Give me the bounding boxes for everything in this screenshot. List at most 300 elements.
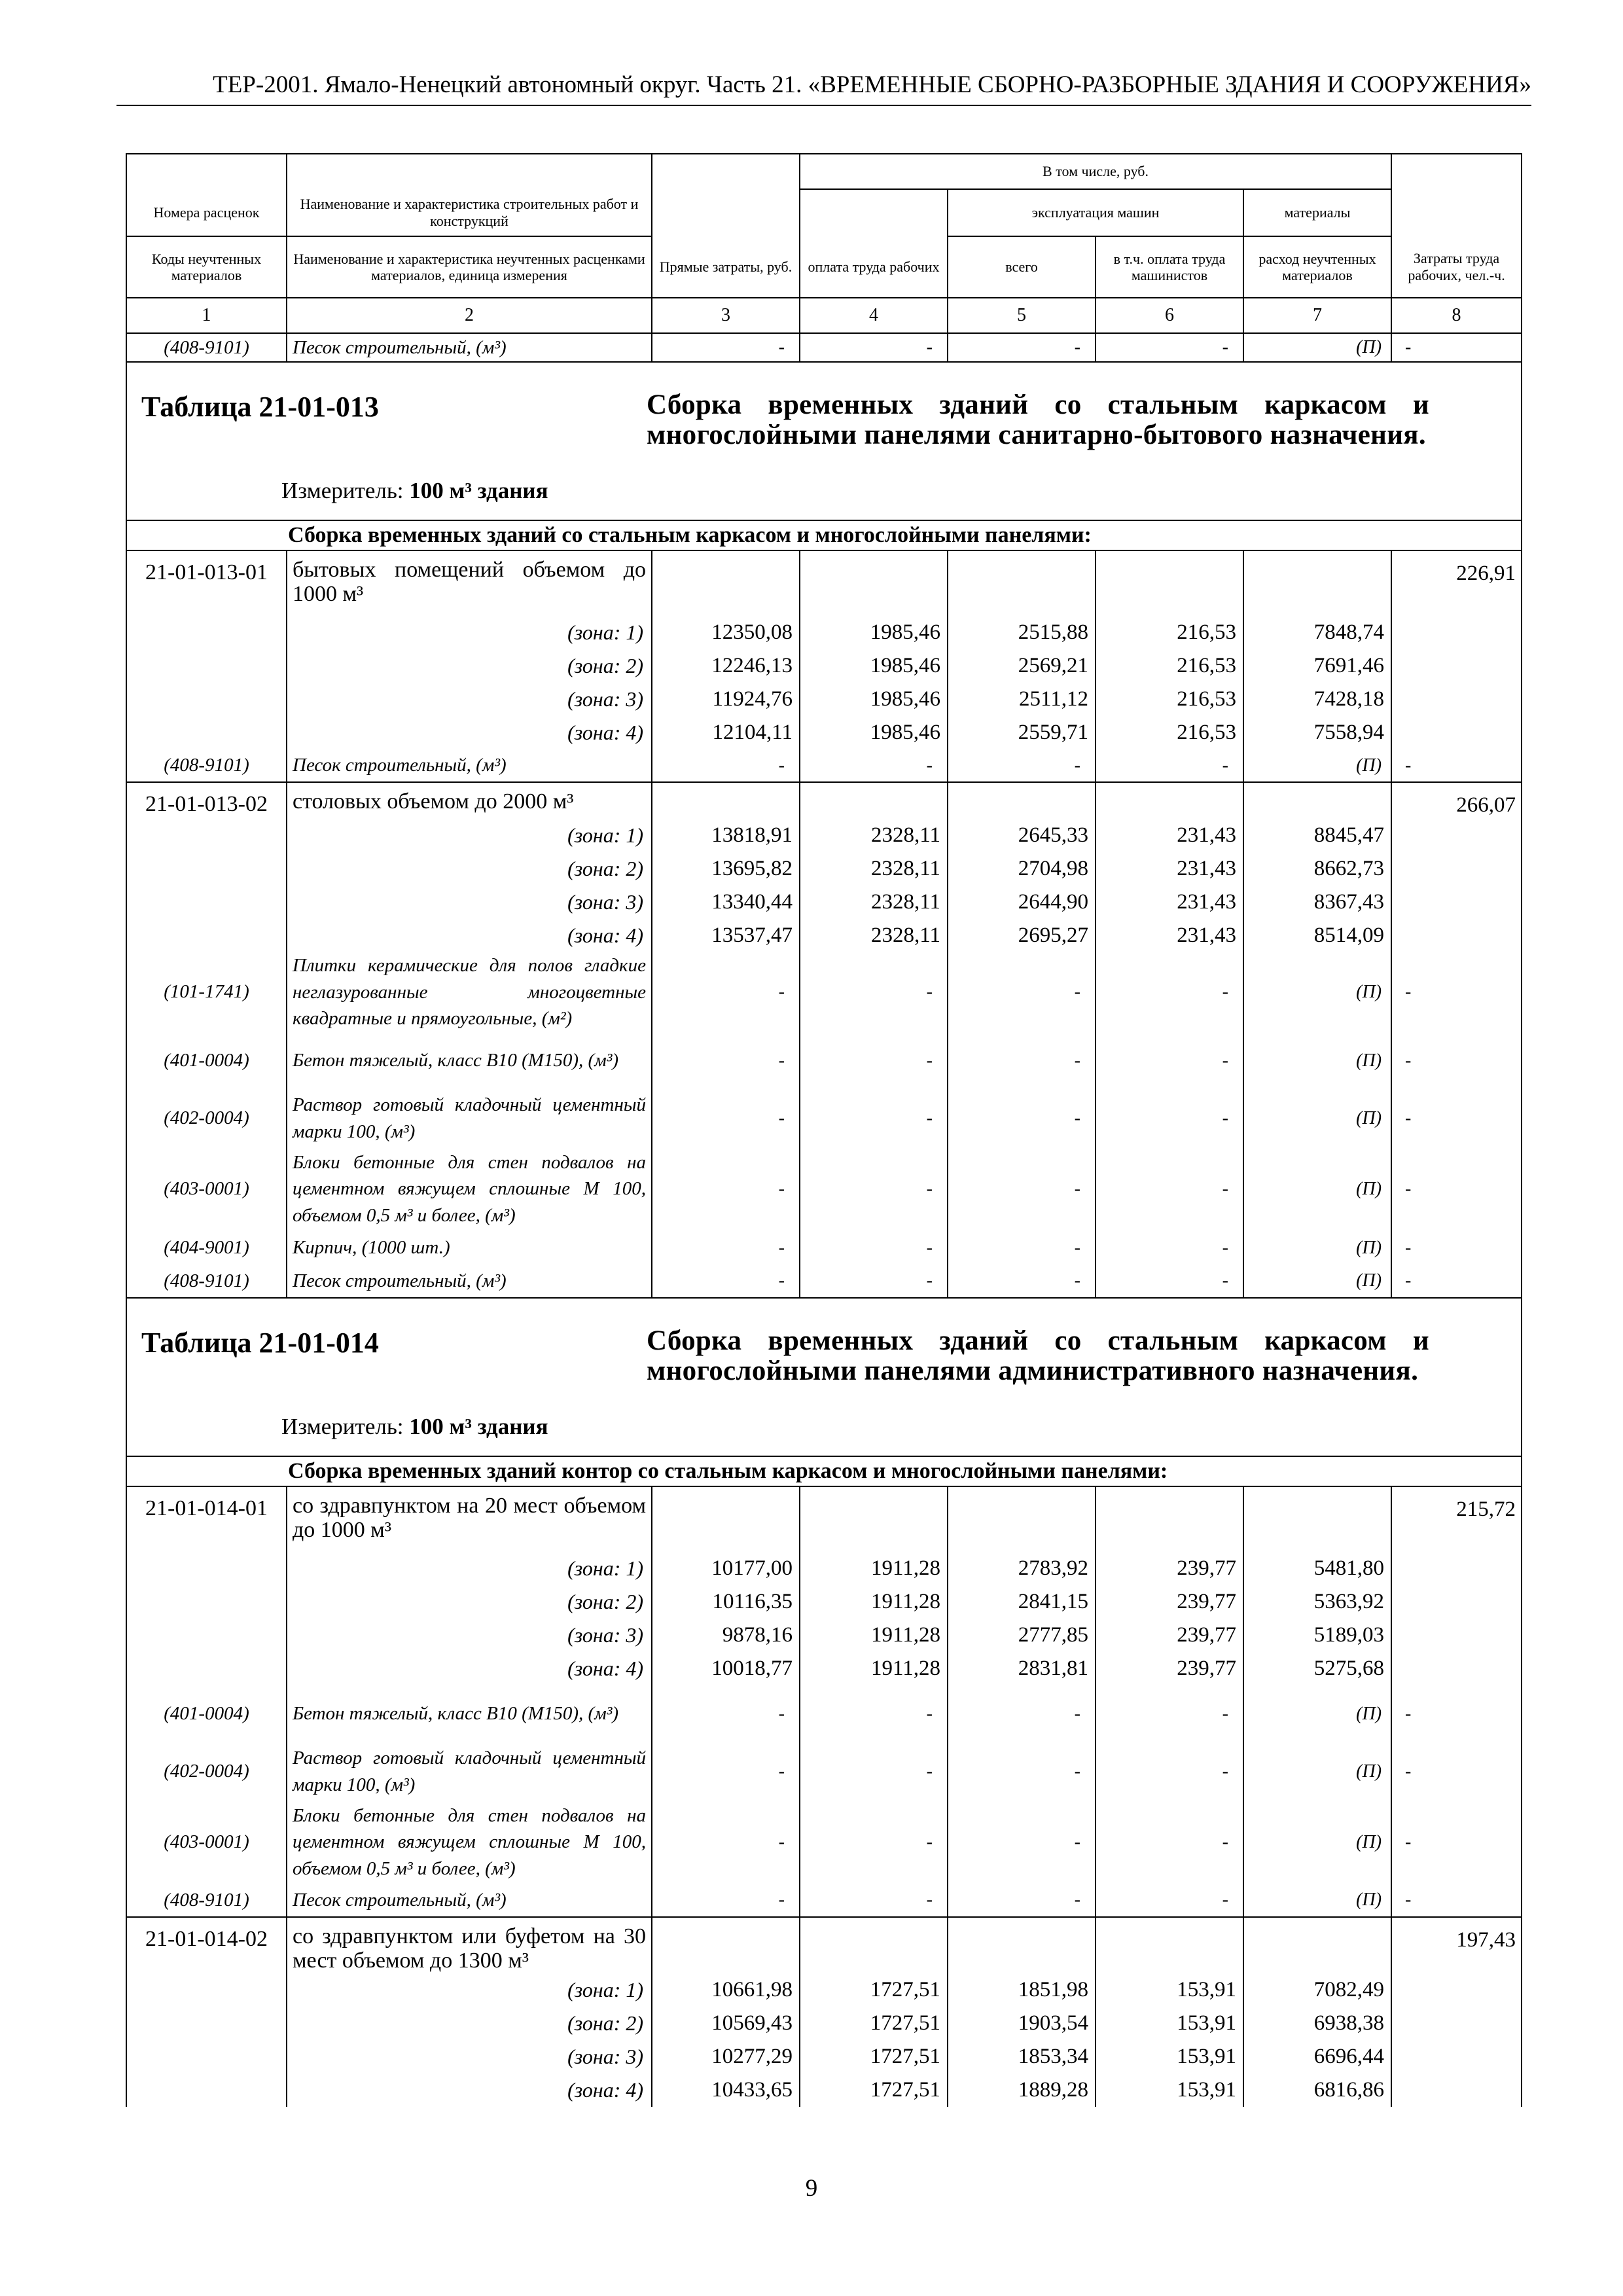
pm-cell: (П) <box>1243 1685 1391 1743</box>
resource-name: Песок строительный, (м³) <box>287 749 652 782</box>
empty-cell <box>1391 1585 1522 1619</box>
zone-label: (зона: 3) <box>287 683 652 716</box>
resource-code: (401-0004) <box>126 1685 287 1743</box>
column-number: 6 <box>1096 298 1243 333</box>
machines-total: 2644,90 <box>948 886 1096 919</box>
wages: 2328,11 <box>800 886 948 919</box>
wages: 1911,28 <box>800 1619 948 1652</box>
table-title-cell <box>126 362 1522 520</box>
zone-label: (зона: 4) <box>287 2073 652 2107</box>
direct-costs: 13818,91 <box>652 819 800 852</box>
dash-cell: - <box>800 952 948 1032</box>
empty-cell <box>126 2040 287 2073</box>
zone-label: (зона: 4) <box>287 716 652 749</box>
empty-cell <box>126 1552 287 1585</box>
resource-row <box>126 1032 1522 1090</box>
zone-row <box>126 2007 1522 2040</box>
column-number: 2 <box>287 298 652 333</box>
zone-label: (зона: 4) <box>287 919 652 952</box>
dash-cell: - <box>652 952 800 1032</box>
empty-cell <box>1391 616 1522 649</box>
resource-name: Блоки бетонные для стен подвалов на цементном вяжущем сплошные М 100, объемом 0,5 м³ и более, (м³) <box>287 1801 652 1884</box>
machines-total: 1889,28 <box>948 2073 1096 2107</box>
zone-label: (зона: 3) <box>287 886 652 919</box>
dash-cell: - <box>652 1147 800 1231</box>
empty-cell <box>948 550 1096 616</box>
dash-cell: - <box>1391 1265 1522 1298</box>
dash-cell: - <box>948 1743 1096 1801</box>
resource-code: (402-0004) <box>126 1090 287 1147</box>
header-rate-numbers: Номера расценок <box>126 189 287 236</box>
empty-cell <box>1391 649 1522 683</box>
measure-value: 100 м³ здания <box>409 1413 548 1439</box>
dash-cell: - <box>800 333 948 362</box>
dash-cell: - <box>800 1685 948 1743</box>
empty-cell <box>126 1652 287 1685</box>
empty-cell <box>800 1917 948 1973</box>
empty-cell <box>126 1585 287 1619</box>
dash-cell: - <box>652 1265 800 1298</box>
dash-cell: - <box>1391 1743 1522 1801</box>
dash-cell: - <box>1096 1090 1243 1147</box>
machinists-wages: 216,53 <box>1096 649 1243 683</box>
empty-cell <box>126 886 287 919</box>
empty-cell <box>1243 550 1391 616</box>
labor-cost: 226,91 <box>1391 550 1522 616</box>
machinists-wages: 153,91 <box>1096 1973 1243 2007</box>
empty-cell <box>126 2073 287 2107</box>
empty-cell <box>126 1619 287 1652</box>
machinists-wages: 153,91 <box>1096 2073 1243 2107</box>
zone-label: (зона: 4) <box>287 1652 652 1685</box>
empty-cell <box>126 1973 287 2007</box>
wages: 1727,51 <box>800 2073 948 2107</box>
machinists-wages: 239,77 <box>1096 1619 1243 1652</box>
dash-cell: - <box>652 333 800 362</box>
empty-cell <box>126 852 287 886</box>
dash-cell: - <box>652 1884 800 1917</box>
machines-total: 1903,54 <box>948 2007 1096 2040</box>
zone-row <box>126 1652 1522 1685</box>
machines-total: 2704,98 <box>948 852 1096 886</box>
empty-cell <box>652 550 800 616</box>
header-material-names: Наименование и характеристика неучтенных расценками материалов, единица измерения <box>287 236 652 298</box>
machines-total: 2511,12 <box>948 683 1096 716</box>
wages: 1727,51 <box>800 2007 948 2040</box>
empty-cell <box>126 819 287 852</box>
wages: 1985,46 <box>800 616 948 649</box>
dash-cell: - <box>652 1231 800 1265</box>
zone-row <box>126 1585 1522 1619</box>
empty-cell <box>800 550 948 616</box>
resource-name: Песок строительный, (м³) <box>287 333 652 362</box>
direct-costs: 12246,13 <box>652 649 800 683</box>
pm-cell: (П) <box>1243 1032 1391 1090</box>
column-number: 5 <box>948 298 1096 333</box>
pm-cell: (П) <box>1243 1265 1391 1298</box>
dash-cell: - <box>1391 333 1522 362</box>
zone-row <box>126 683 1522 716</box>
empty-cell <box>1391 683 1522 716</box>
empty-cell <box>1391 2040 1522 2073</box>
zone-row <box>126 616 1522 649</box>
header-cell-3-mid <box>652 189 800 236</box>
pm-cell: (П) <box>1243 333 1391 362</box>
machinists-wages: 216,53 <box>1096 616 1243 649</box>
empty-cell <box>1243 782 1391 819</box>
dash-cell: - <box>1391 1884 1522 1917</box>
header-cell-8-top <box>1391 154 1522 189</box>
zone-row <box>126 1552 1522 1585</box>
dash-cell: - <box>800 749 948 782</box>
header-labor-costs: Затраты труда рабочих, чел.-ч. <box>1391 236 1522 298</box>
machinists-wages: 216,53 <box>1096 716 1243 749</box>
table-title-block <box>127 363 1521 520</box>
pm-cell: (П) <box>1243 1743 1391 1801</box>
empty-cell <box>1391 716 1522 749</box>
empty-cell <box>1391 886 1522 919</box>
machinists-wages: 239,77 <box>1096 1652 1243 1685</box>
labor-cost: 215,72 <box>1391 1486 1522 1552</box>
empty-cell <box>1243 1917 1391 1973</box>
resource-name: Бетон тяжелый, класс В10 (М150), (м³) <box>287 1032 652 1090</box>
machines-total: 1851,98 <box>948 1973 1096 2007</box>
resource-code: (408-9101) <box>126 1265 287 1298</box>
empty-cell <box>1391 1619 1522 1652</box>
wages: 1727,51 <box>800 2040 948 2073</box>
dash-cell: - <box>948 952 1096 1032</box>
header-machinists-wages: в т.ч. оплата труда машинистов <box>1096 236 1243 298</box>
resource-name: Бетон тяжелый, класс В10 (М150), (м³) <box>287 1685 652 1743</box>
resource-code: (401-0004) <box>126 1032 287 1090</box>
resource-name: Раствор готовый кладочный цементный марки 100, (м³) <box>287 1090 652 1147</box>
resource-row <box>126 1685 1522 1743</box>
dash-cell: - <box>652 1743 800 1801</box>
zone-label: (зона: 2) <box>287 1585 652 1619</box>
column-number: 7 <box>1243 298 1391 333</box>
table-title-row <box>126 1298 1522 1456</box>
resource-code: (408-9101) <box>126 333 287 362</box>
dash-cell: - <box>652 1032 800 1090</box>
dash-cell: - <box>948 1032 1096 1090</box>
table-title-block <box>127 1299 1521 1456</box>
dash-cell: - <box>1096 1685 1243 1743</box>
measure-unit <box>281 478 548 504</box>
machines-total: 2569,21 <box>948 649 1096 683</box>
direct-costs: 10277,29 <box>652 2040 800 2073</box>
rate-row <box>126 782 1522 819</box>
empty-cell <box>800 1486 948 1552</box>
machinists-wages: 231,43 <box>1096 886 1243 919</box>
dash-cell: - <box>1391 1147 1522 1231</box>
resource-row <box>126 1231 1522 1265</box>
pm-cell: (П) <box>1243 749 1391 782</box>
resource-name: Раствор готовый кладочный цементный марки 100, (м³) <box>287 1743 652 1801</box>
dash-cell: - <box>1096 1884 1243 1917</box>
column-number: 1 <box>126 298 287 333</box>
section-header: Сборка временных зданий со стальным каркасом и многослойными панелями: <box>126 520 1522 550</box>
zone-row <box>126 819 1522 852</box>
header-material-consumption: расход неучтенных материалов <box>1243 236 1391 298</box>
zone-label: (зона: 2) <box>287 2007 652 2040</box>
wages: 1911,28 <box>800 1552 948 1585</box>
pm-cell: (П) <box>1243 1884 1391 1917</box>
machinists-wages: 153,91 <box>1096 2007 1243 2040</box>
dash-cell: - <box>948 1265 1096 1298</box>
dash-cell: - <box>1096 1801 1243 1884</box>
direct-costs: 10018,77 <box>652 1652 800 1685</box>
zone-row <box>126 2073 1522 2107</box>
resource-row <box>126 1090 1522 1147</box>
header-wages: оплата труда рабочих <box>800 236 948 298</box>
dash-cell: - <box>1096 749 1243 782</box>
rate-row <box>126 1486 1522 1552</box>
machinists-wages: 216,53 <box>1096 683 1243 716</box>
pm-cell: (П) <box>1243 1147 1391 1231</box>
rate-code: 21-01-014-02 <box>126 1917 287 1973</box>
materials: 8662,73 <box>1243 852 1391 886</box>
empty-cell <box>1243 1486 1391 1552</box>
empty-cell <box>652 782 800 819</box>
labor-cost: 197,43 <box>1391 1917 1522 1973</box>
materials: 8845,47 <box>1243 819 1391 852</box>
dash-cell: - <box>800 1032 948 1090</box>
dash-cell: - <box>1096 1265 1243 1298</box>
empty-cell <box>948 1486 1096 1552</box>
materials: 8367,43 <box>1243 886 1391 919</box>
direct-costs: 10177,00 <box>652 1552 800 1585</box>
resource-row <box>126 1801 1522 1884</box>
page-number: 9 <box>805 2175 818 2202</box>
materials: 6816,86 <box>1243 2073 1391 2107</box>
rate-row <box>126 550 1522 616</box>
zone-label: (зона: 1) <box>287 1552 652 1585</box>
resource-code: (402-0004) <box>126 1743 287 1801</box>
measure-label: Измеритель: <box>281 1413 404 1439</box>
machinists-wages: 153,91 <box>1096 2040 1243 2073</box>
materials: 6938,38 <box>1243 2007 1391 2040</box>
machinists-wages: 231,43 <box>1096 852 1243 886</box>
resource-row <box>126 749 1522 782</box>
dash-cell: - <box>1391 1231 1522 1265</box>
section-header-row <box>126 520 1522 550</box>
zone-label: (зона: 3) <box>287 1619 652 1652</box>
empty-cell <box>1096 1486 1243 1552</box>
dash-cell: - <box>652 1090 800 1147</box>
resource-name: Блоки бетонные для стен подвалов на цементном вяжущем сплошные М 100, объемом 0,5 м³ и более, (м³) <box>287 1147 652 1231</box>
column-number: 3 <box>652 298 800 333</box>
resource-row <box>126 1265 1522 1298</box>
empty-cell <box>1391 1552 1522 1585</box>
direct-costs: 10433,65 <box>652 2073 800 2107</box>
dash-cell: - <box>1096 1743 1243 1801</box>
work-name: со здравпунктом или буфетом на 30 мест объемом до 1300 м³ <box>287 1917 652 1973</box>
resource-code: (403-0001) <box>126 1801 287 1884</box>
header-in-total: В том числе, руб. <box>800 154 1391 189</box>
dash-cell: - <box>948 1090 1096 1147</box>
resource-name: Песок строительный, (м³) <box>287 1265 652 1298</box>
wages: 1985,46 <box>800 683 948 716</box>
machines-total: 2841,15 <box>948 1585 1096 1619</box>
empty-cell <box>1391 2007 1522 2040</box>
empty-cell <box>1391 1973 1522 2007</box>
header-cell-4-mid <box>800 189 948 236</box>
rate-code: 21-01-013-01 <box>126 550 287 616</box>
materials: 8514,09 <box>1243 919 1391 952</box>
machines-total: 2831,81 <box>948 1652 1096 1685</box>
dash-cell: - <box>1096 952 1243 1032</box>
wages: 2328,11 <box>800 819 948 852</box>
resource-code: (408-9101) <box>126 749 287 782</box>
dash-cell: - <box>800 1090 948 1147</box>
work-name: бытовых помещений объемом до 1000 м³ <box>287 550 652 616</box>
zone-row <box>126 1619 1522 1652</box>
empty-cell <box>126 2007 287 2040</box>
table-title: Сборка временных зданий со стальным каркасом и многослойными панелями административного назначения. <box>647 1325 1429 1387</box>
zone-row <box>126 1973 1522 2007</box>
zone-row <box>126 649 1522 683</box>
resource-row <box>126 333 1522 362</box>
direct-costs: 13340,44 <box>652 886 800 919</box>
empty-cell <box>1391 2073 1522 2107</box>
zone-label: (зона: 1) <box>287 1973 652 2007</box>
zone-label: (зона: 3) <box>287 2040 652 2073</box>
materials: 7558,94 <box>1243 716 1391 749</box>
zone-row <box>126 919 1522 952</box>
empty-cell <box>1391 1652 1522 1685</box>
machines-total: 2695,27 <box>948 919 1096 952</box>
direct-costs: 13695,82 <box>652 852 800 886</box>
dash-cell: - <box>948 1685 1096 1743</box>
direct-costs: 10569,43 <box>652 2007 800 2040</box>
table-title-row <box>126 362 1522 520</box>
dash-cell: - <box>948 333 1096 362</box>
direct-costs: 9878,16 <box>652 1619 800 1652</box>
machinists-wages: 231,43 <box>1096 819 1243 852</box>
resource-row <box>126 952 1522 1032</box>
empty-cell <box>126 649 287 683</box>
empty-cell <box>1096 1917 1243 1973</box>
dash-cell: - <box>1096 1032 1243 1090</box>
column-number: 8 <box>1391 298 1522 333</box>
dash-cell: - <box>652 749 800 782</box>
materials: 5363,92 <box>1243 1585 1391 1619</box>
resource-name: Песок строительный, (м³) <box>287 1884 652 1917</box>
materials: 6696,44 <box>1243 2040 1391 2073</box>
empty-cell <box>652 1486 800 1552</box>
resource-name: Плитки керамические для полов гладкие неглазурованные многоцветные квадратные и прямоугольные, (м²) <box>287 952 652 1032</box>
empty-cell <box>800 782 948 819</box>
machines-total: 2777,85 <box>948 1619 1096 1652</box>
materials: 5189,03 <box>1243 1619 1391 1652</box>
labor-cost: 266,07 <box>1391 782 1522 819</box>
wages: 1911,28 <box>800 1585 948 1619</box>
dash-cell: - <box>800 1801 948 1884</box>
measure-unit <box>281 1414 548 1440</box>
resource-code: (408-9101) <box>126 1884 287 1917</box>
measure-label: Измеритель: <box>281 478 404 503</box>
machines-total: 2559,71 <box>948 716 1096 749</box>
wages: 1727,51 <box>800 1973 948 2007</box>
header-cell-8-mid <box>1391 189 1522 236</box>
header-direct-costs: Прямые затраты, руб. <box>652 236 800 298</box>
column-number: 4 <box>800 298 948 333</box>
resource-code: (101-1741) <box>126 952 287 1032</box>
dash-cell: - <box>948 1147 1096 1231</box>
header-machines: эксплуатация машин <box>948 189 1243 236</box>
materials: 5275,68 <box>1243 1652 1391 1685</box>
machines-total: 2645,33 <box>948 819 1096 852</box>
header-cell-3-top <box>652 154 800 189</box>
dash-cell: - <box>652 1801 800 1884</box>
empty-cell <box>948 1917 1096 1973</box>
section-header: Сборка временных зданий контор со стальным каркасом и многослойными панелями: <box>126 1456 1522 1486</box>
header-cell-1-top <box>126 154 287 189</box>
dash-cell: - <box>1391 749 1522 782</box>
table-title-cell <box>126 1298 1522 1456</box>
price-table <box>126 153 1522 2107</box>
resource-row <box>126 1743 1522 1801</box>
rate-code: 21-01-013-02 <box>126 782 287 819</box>
work-name: столовых объемом до 2000 м³ <box>287 782 652 819</box>
machinists-wages: 239,77 <box>1096 1552 1243 1585</box>
direct-costs: 12350,08 <box>652 616 800 649</box>
zone-label: (зона: 2) <box>287 649 652 683</box>
table-number: Таблица 21-01-013 <box>141 391 379 423</box>
rate-row <box>126 1917 1522 1973</box>
measure-value: 100 м³ здания <box>409 478 548 503</box>
empty-cell <box>1096 782 1243 819</box>
dash-cell: - <box>948 749 1096 782</box>
dash-cell: - <box>800 1884 948 1917</box>
materials: 5481,80 <box>1243 1552 1391 1585</box>
machines-total: 2515,88 <box>948 616 1096 649</box>
header-rule <box>116 105 1531 106</box>
dash-cell: - <box>1096 1147 1243 1231</box>
table-number: Таблица 21-01-014 <box>141 1326 379 1359</box>
pm-cell: (П) <box>1243 1801 1391 1884</box>
empty-cell <box>1391 819 1522 852</box>
empty-cell <box>1391 919 1522 952</box>
pm-cell: (П) <box>1243 1231 1391 1265</box>
dash-cell: - <box>1391 1090 1522 1147</box>
zone-label: (зона: 2) <box>287 852 652 886</box>
direct-costs: 13537,47 <box>652 919 800 952</box>
pm-cell: (П) <box>1243 952 1391 1032</box>
work-name: со здравпунктом на 20 мест объемом до 1000 м³ <box>287 1486 652 1552</box>
resource-row <box>126 1884 1522 1917</box>
dash-cell: - <box>948 1801 1096 1884</box>
resource-row <box>126 1147 1522 1231</box>
zone-row <box>126 886 1522 919</box>
empty-cell <box>1391 852 1522 886</box>
machines-total: 2783,92 <box>948 1552 1096 1585</box>
resource-code: (404-9001) <box>126 1231 287 1265</box>
direct-costs: 10661,98 <box>652 1973 800 2007</box>
section-header-row <box>126 1456 1522 1486</box>
resource-code: (403-0001) <box>126 1147 287 1231</box>
table-title: Сборка временных зданий со стальным каркасом и многослойными панелями санитарно-бытового назначения. <box>647 389 1429 451</box>
dash-cell: - <box>1096 333 1243 362</box>
empty-cell <box>126 616 287 649</box>
empty-cell <box>652 1917 800 1973</box>
dash-cell: - <box>800 1147 948 1231</box>
empty-cell <box>126 716 287 749</box>
dash-cell: - <box>800 1265 948 1298</box>
dash-cell: - <box>652 1685 800 1743</box>
dash-cell: - <box>1391 1801 1522 1884</box>
wages: 1985,46 <box>800 649 948 683</box>
